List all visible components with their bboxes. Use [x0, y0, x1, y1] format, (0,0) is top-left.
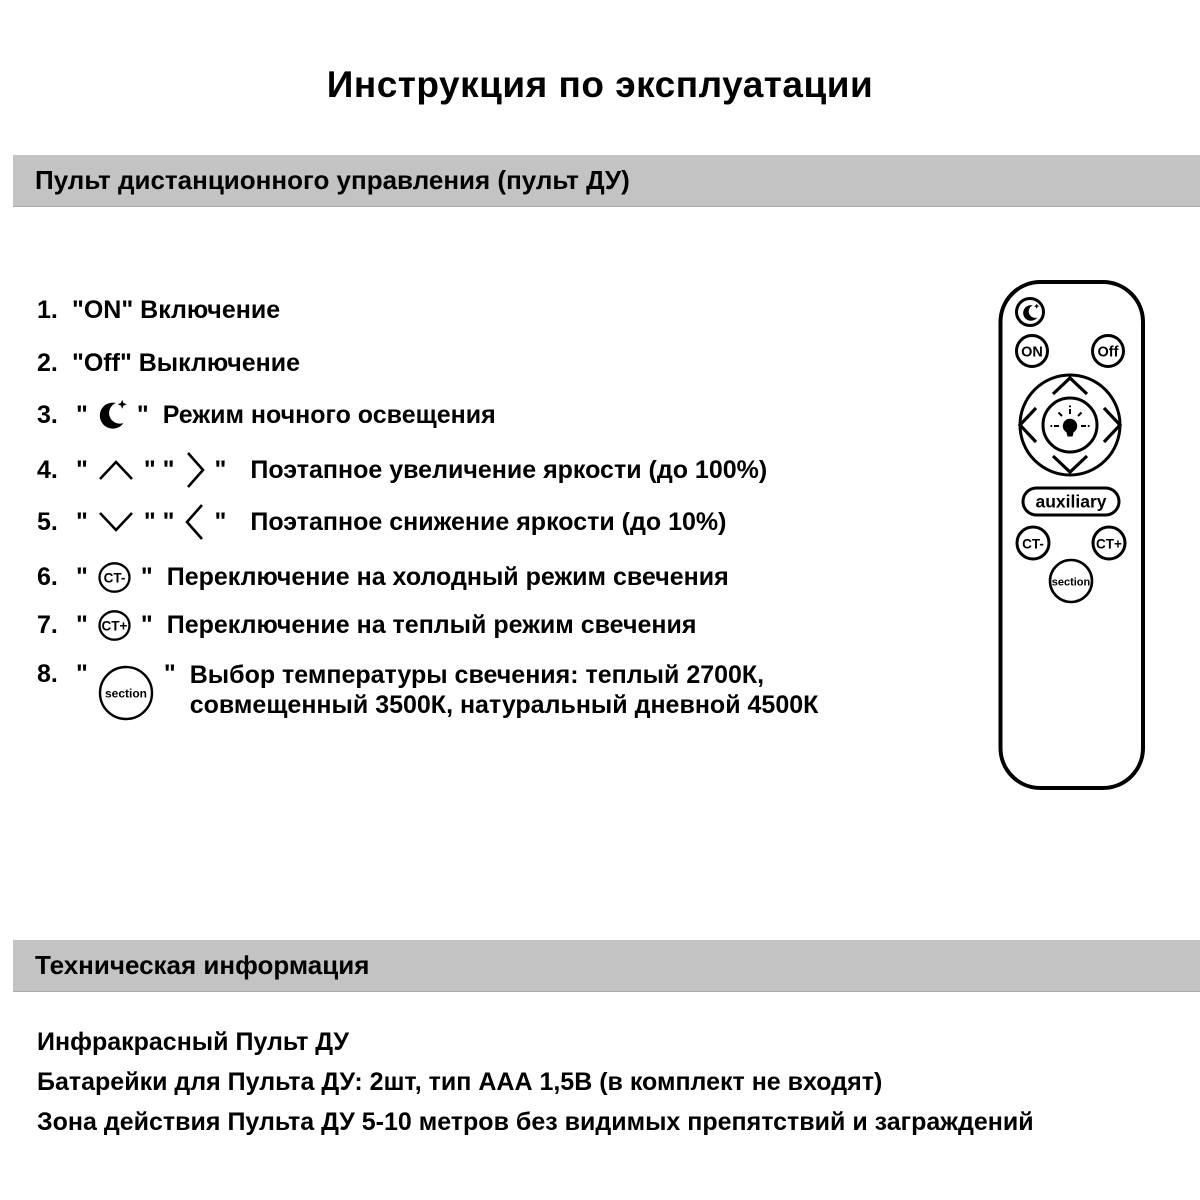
list-item-on: [37, 294, 280, 326]
section-heading-tech: [13, 940, 1200, 991]
svg-text:section: section: [1051, 576, 1091, 589]
item-text: Выбор температуры свечения: теплый 2700К, совмещенный 3500К, натуральный дневной 4500К: [189, 661, 819, 719]
item-text: Режим ночного освещения: [162, 400, 496, 429]
nav-down-arrow-icon: [1053, 456, 1087, 472]
quote: ": [76, 507, 88, 536]
svg-text:Off: Off: [1097, 344, 1119, 361]
svg-text:CT-: CT-: [103, 570, 126, 585]
quote: " ": [143, 507, 175, 536]
item-text: "Off" Выключение: [72, 348, 301, 377]
quote: ": [214, 455, 227, 484]
item-number: 6.: [37, 562, 58, 591]
svg-text:ON: ON: [1021, 344, 1043, 361]
section-button: [1050, 560, 1092, 602]
nav-up-arrow-icon: [1053, 378, 1087, 394]
ct-plus-badge-icon: [97, 609, 132, 642]
svg-text:CT+: CT+: [1096, 536, 1122, 552]
moon-icon: [97, 399, 128, 431]
svg-text:CT+: CT+: [101, 618, 128, 633]
nav-pad: [1020, 375, 1120, 475]
list-item-ct-plus: [37, 609, 696, 641]
quote: ": [163, 660, 176, 688]
quote: ": [76, 562, 88, 591]
on-button: [1017, 336, 1048, 367]
quote: ": [76, 400, 88, 429]
item-number: 1.: [37, 295, 58, 324]
quote: " ": [143, 455, 175, 484]
list-item-section: [37, 660, 818, 722]
bulb-icon: [1051, 406, 1090, 437]
ct-minus-button: [1017, 527, 1049, 559]
section-heading-remote: [13, 155, 1200, 206]
list-item-off: [37, 347, 300, 379]
auxiliary-button: [1023, 488, 1119, 515]
svg-text:CT-: CT-: [1022, 536, 1044, 552]
moon-icon: [1023, 303, 1039, 320]
item-number: 2.: [37, 348, 58, 377]
item-number: 8.: [37, 660, 58, 688]
night-mode-button: [1017, 299, 1044, 326]
svg-text:auxiliary: auxiliary: [1035, 491, 1107, 512]
quote: ": [140, 562, 153, 591]
list-item-brightness-up: [37, 454, 767, 486]
item-number: 5.: [37, 507, 58, 536]
quote: ": [140, 610, 153, 639]
list-item-brightness-down: [37, 506, 726, 538]
list-item-night-mode: [37, 399, 496, 431]
quote: ": [76, 455, 88, 484]
off-button: [1093, 336, 1124, 367]
item-text: Поэтапное увеличение яркости (до 100%): [250, 455, 768, 484]
chevron-right-icon: [184, 450, 206, 490]
page-title: Инструкция по эксплуатации: [326, 64, 874, 105]
section-badge-icon: [97, 664, 155, 722]
chevron-left-icon: [184, 502, 206, 542]
item-text: "ON" Включение: [72, 295, 281, 324]
tech-info-line: Инфракрасный Пульт ДУ: [37, 1028, 349, 1056]
item-number: 3.: [37, 400, 58, 429]
item-number: 7.: [37, 610, 58, 639]
chevron-up-icon: [97, 458, 135, 482]
ct-plus-button: [1093, 527, 1125, 559]
ct-minus-badge-icon: [97, 561, 132, 594]
svg-text:section: section: [104, 686, 147, 701]
quote: ": [214, 507, 227, 536]
section-heading-remote-label: Пульт дистанционного управления (пульт ДУ): [35, 165, 630, 195]
tech-info-line: Зона действия Пульта ДУ 5-10 метров без видимых препятствий и заграждений: [37, 1108, 1034, 1136]
list-item-ct-minus: [37, 561, 729, 593]
item-text: Поэтапное снижение яркости (до 10%): [250, 507, 727, 536]
section-heading-tech-label: Техническая информация: [35, 950, 370, 980]
remote-illustration: [996, 274, 1148, 796]
item-text: Переключение на холодный режим свечения: [166, 562, 729, 591]
quote: ": [76, 660, 88, 688]
item-text: Переключение на теплый режим свечения: [166, 610, 697, 639]
quote: ": [136, 400, 149, 429]
tech-info-line: Батарейки для Пульта ДУ: 2шт, тип ААА 1,5В (в комплект не входят): [37, 1068, 883, 1096]
item-number: 4.: [37, 455, 58, 484]
quote: ": [76, 610, 88, 639]
chevron-down-icon: [97, 510, 135, 534]
